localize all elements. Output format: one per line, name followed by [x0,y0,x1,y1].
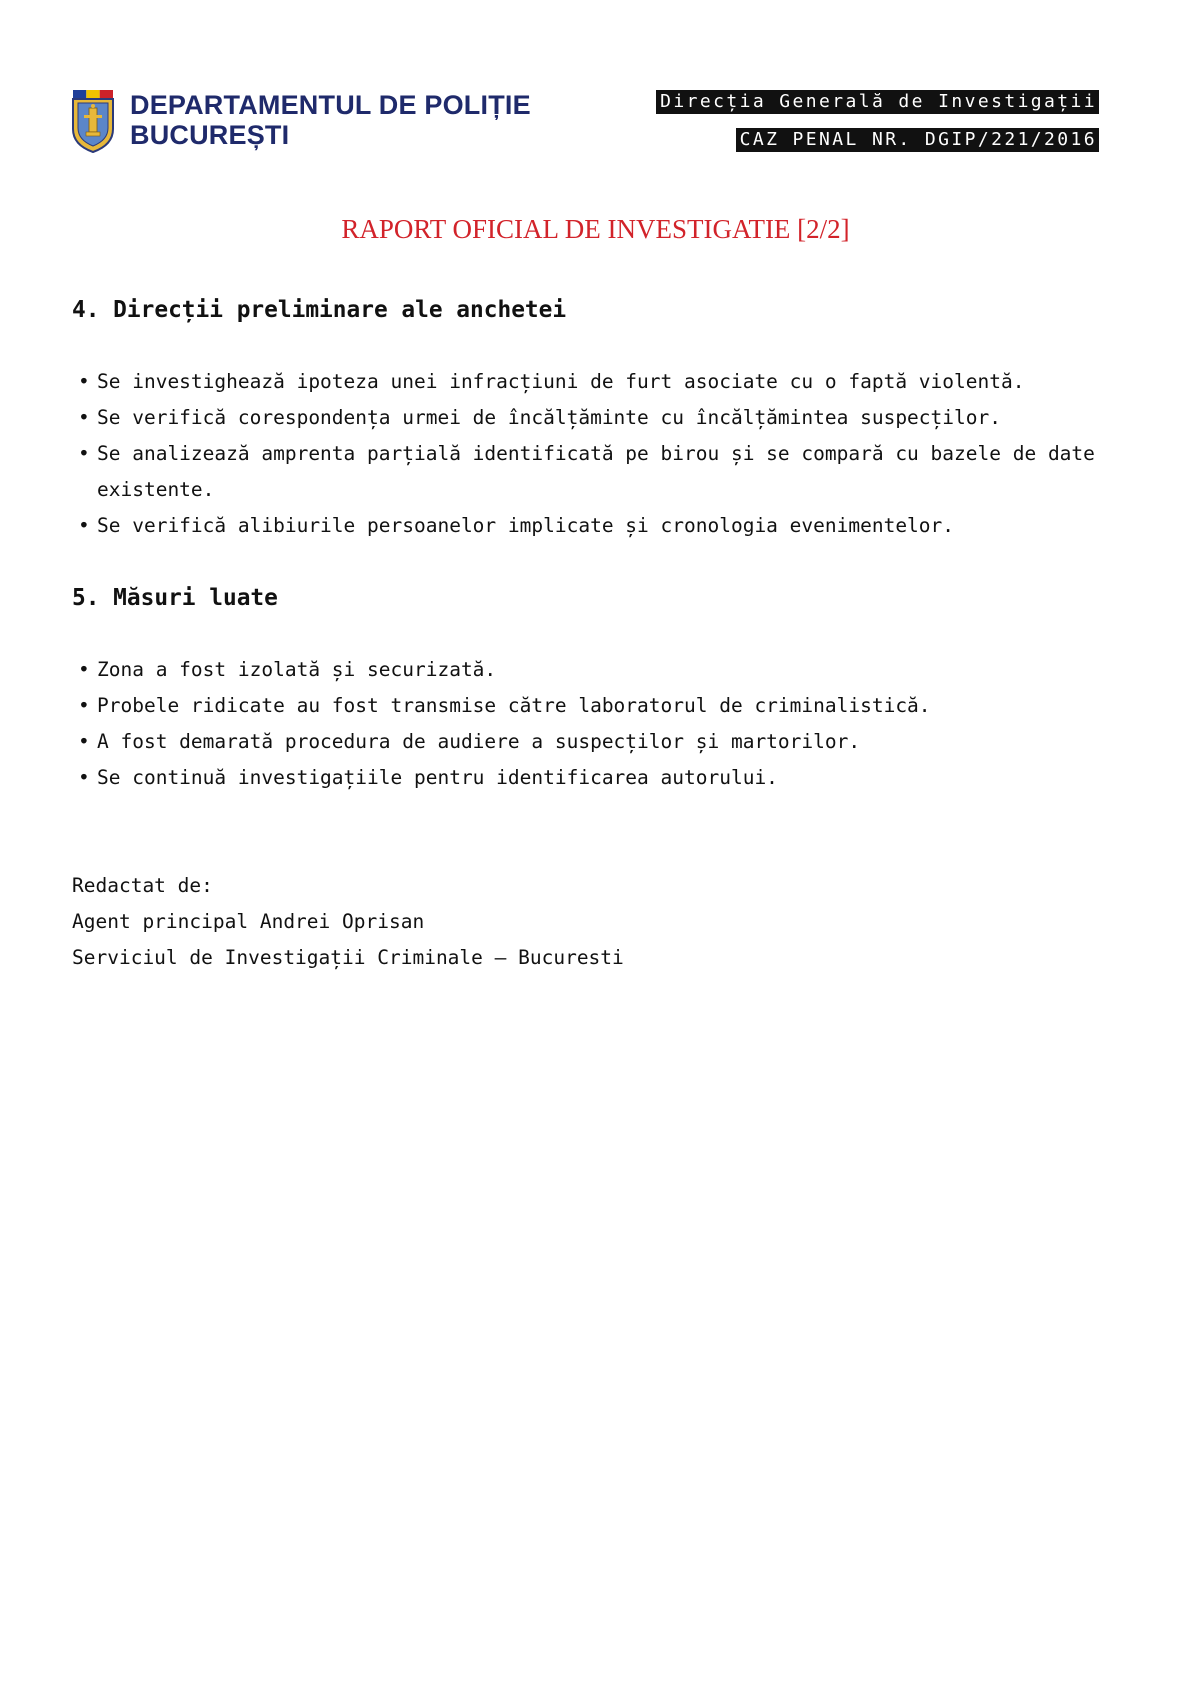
list-item: • A fost demarată procedura de audiere a suspecților și martorilor. [72,724,1102,760]
organization-name-line2: BUCUREȘTI [130,120,290,150]
organization-name-line1: DEPARTAMENTUL DE POLIȚIE [130,90,531,120]
directorate-label: Direcția Generală de Investigații [656,90,1099,114]
list-item: • Probele ridicate au fost transmise către laboratorul de criminalistică. [72,688,1102,724]
signature-label: Redactat de: [72,874,213,897]
list-item: • Zona a fost izolată și securizată. [72,652,1102,688]
signature-unit: Serviciul de Investigații Criminale – Bucuresti [72,946,624,969]
signature-name: Agent principal Andrei Oprisan [72,910,425,933]
report-content [72,292,1102,976]
list-item: • Se verifică corespondența urmei de încălțăminte cu încălțămintea suspecților. [72,400,1102,436]
signature-block [72,868,1102,976]
organization-name [130,90,531,150]
directions-list [72,364,1102,544]
police-shield-icon [72,89,114,153]
list-item: • Se analizează amprenta parțială identificată pe birou și se compară cu bazele de date existente. [72,436,1102,508]
report-title: RAPORT OFICIAL DE INVESTIGATIE [2/2] [341,214,850,244]
measures-list [72,652,1102,796]
list-item: • Se continuă investigațiile pentru identificarea autorului. [72,760,1102,796]
list-item: • Se investighează ipoteza unei infracțiuni de furt asociate cu o faptă violentă. [72,364,1102,400]
section-heading-directions: 4. Direcții preliminare ale anchetei [72,297,567,323]
case-number-label: CAZ PENAL NR. DGIP/221/2016 [736,128,1099,152]
section-heading-measures: 5. Măsuri luate [72,585,278,611]
list-item: • Se verifică alibiurile persoanelor implicate și cronologia evenimentelor. [72,508,1102,544]
header-case-info [656,90,1099,152]
